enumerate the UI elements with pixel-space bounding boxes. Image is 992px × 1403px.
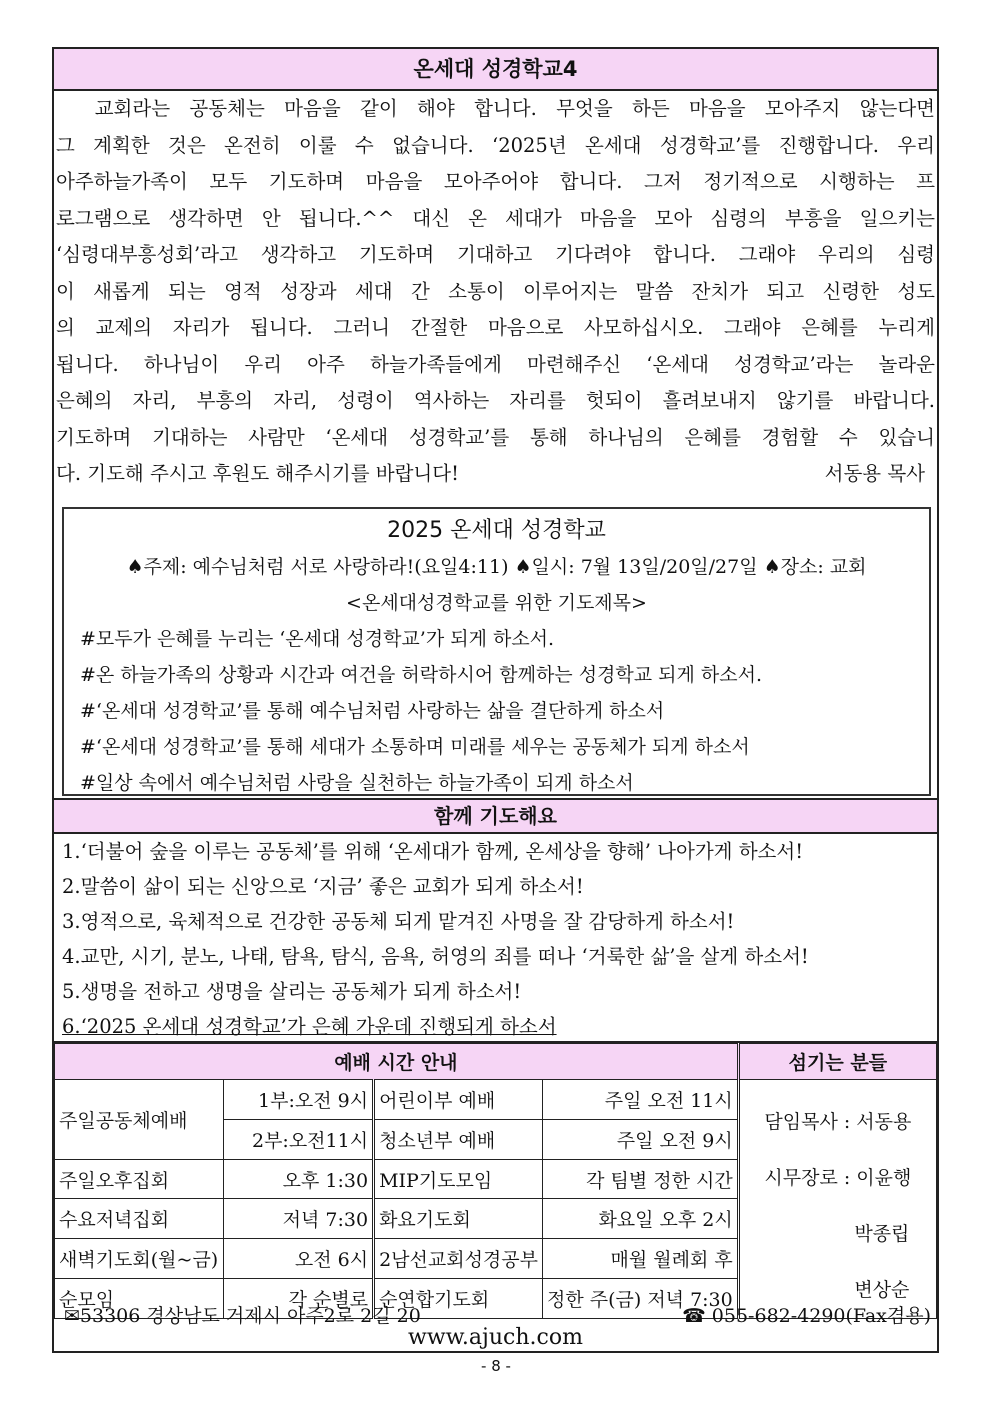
article-heading: 온세대 성경학교4 <box>54 49 937 89</box>
service-table <box>54 1043 937 1319</box>
footer-address: 53306 경상남도 거제시 아주2로 2길 20 <box>79 1305 421 1327</box>
server-name: 박종립 <box>854 1223 910 1245</box>
article-body <box>56 91 935 493</box>
service-time: 오후 1:30 <box>223 1159 373 1199</box>
vbs-prayer-item: #일상 속에서 예수님처럼 사랑을 실천하는 하늘가족이 되게 하소서 <box>80 772 634 794</box>
article-line: 은혜의 자리, 부흥의 자리, 성령이 역사하는 자리를 헛되이 흘려보내지 않기를 바랍니다. <box>56 389 935 412</box>
schedule-heading: 예배 시간 안내 <box>55 1044 739 1080</box>
prayer-item: 3.영적으로, 육체적으로 건강한 공동체 되게 맡겨진 사명을 잘 감당하게 하소서! <box>62 910 735 933</box>
postal-icon: ✉ <box>64 1305 80 1327</box>
server-name: 변상순 <box>854 1279 910 1301</box>
service-name: 순모임 <box>55 1279 224 1319</box>
table-row <box>55 1080 937 1120</box>
footer-contact <box>54 1301 937 1328</box>
prayer-item: 5.생명을 전하고 생명을 살리는 공동체가 되게 하소서! <box>62 980 522 1003</box>
service-name: 주일공동체예배 <box>55 1080 224 1160</box>
service-name: 순연합기도회 <box>374 1279 543 1319</box>
together-list <box>62 834 932 1044</box>
table-header-row <box>55 1044 937 1080</box>
vbs-prayer-title: <온세대성경학교를 위한 기도제목> <box>346 592 647 614</box>
footer-phone-wrap <box>682 1301 937 1328</box>
servers-cell <box>738 1080 936 1319</box>
footer-website[interactable]: www.ajuch.com <box>408 1325 583 1350</box>
service-name: 2남선교회성경공부 <box>374 1239 543 1279</box>
page-frame <box>52 47 939 1353</box>
vbs-box <box>62 507 931 796</box>
article-last-line <box>56 456 935 493</box>
service-time: 정한 주(금) 저녁 7:30 <box>543 1279 739 1319</box>
vbs-info: ♠주제: 예수님처럼 서로 사랑하라!(요일4:11) ♠일시: 7월 13일/20일/27일 ♠장소: 교회 <box>126 556 867 578</box>
article-line: 아주하늘가족이 모두 기도하며 마음을 모아주어야 합니다. 그저 정기적으로 시행하는 프 <box>56 170 935 193</box>
together-heading: 함께 기도해요 <box>54 800 937 832</box>
prayer-item: 1.‘더불어 숲을 이루는 공동체’를 위해 ‘온세대가 함께, 온세상을 향해’ 나아가게 하소서! <box>62 840 804 863</box>
footer-phone: 055-682-4290(Fax겸용) <box>711 1305 931 1327</box>
prayer-item: 6.‘2025 온세대 성경학교’가 은혜 가운데 진행되게 하소서 <box>62 1015 557 1038</box>
service-time: 매월 월례회 후 <box>543 1239 739 1279</box>
article-line: 됩니다. 하나님이 우리 아주 하늘가족들에게 마련해주신 ‘온세대 성경학교’라는 놀라운 <box>56 352 935 376</box>
service-time: 1부:오전 9시 <box>223 1080 373 1120</box>
service-name: 화요기도회 <box>374 1199 543 1239</box>
service-name: 새벽기도회(월~금) <box>55 1239 224 1279</box>
page-number: - 8 - <box>481 1357 511 1375</box>
server-name: 시무장로 : 이윤행 <box>764 1167 912 1189</box>
service-name: 주일오후집회 <box>55 1159 224 1199</box>
service-name: 어린이부 예배 <box>374 1080 543 1120</box>
article-author: 서동용 목사 <box>824 462 925 485</box>
server-name: 담임목사 : 서동용 <box>764 1111 912 1133</box>
footer-address-wrap <box>54 1301 421 1328</box>
service-time: 오전 6시 <box>223 1239 373 1279</box>
article-line: 교회라는 공동체는 마음을 같이 해야 합니다. 무엇을 하든 마음을 모아주지 않는다면 <box>56 97 935 120</box>
service-time: 화요일 오후 2시 <box>543 1199 739 1239</box>
article-line: 이 새롭게 되는 영적 성장과 세대 간 소통이 이루어지는 말씀 잔치가 되고 신령한 성도 <box>56 279 935 303</box>
article-line: 로그램으로 생각하면 안 됩니다.^^ 대신 온 세대가 마음을 모아 심령의 부흥을 일으키는 <box>56 206 935 230</box>
service-name: 청소년부 예배 <box>374 1119 543 1159</box>
article-line: 기도하며 기대하는 사람만 ‘온세대 성경학교’를 통해 하나님의 은혜를 경험할 수 있습니 <box>56 425 935 449</box>
service-time: 주일 오전 9시 <box>543 1119 739 1159</box>
prayer-item: 4.교만, 시기, 분노, 나태, 탐욕, 탐식, 음욕, 허영의 죄를 떠나 ‘거룩한 삶’을 살게 하소서! <box>62 945 809 968</box>
vbs-prayer-item: #‘온세대 성경학교’를 통해 예수님처럼 사랑하는 삶을 결단하게 하소서 <box>80 700 665 722</box>
vbs-prayer-item: #온 하늘가족의 상황과 시간과 여건을 허락하시어 함께하는 성경학교 되게 하소서. <box>80 664 762 686</box>
service-time: 주일 오전 11시 <box>543 1080 739 1120</box>
service-time: 저녁 7:30 <box>223 1199 373 1239</box>
vbs-title: 2025 온세대 성경학교 <box>387 518 606 543</box>
article-line: 의 교제의 자리가 됩니다. 그러니 간절한 마음으로 사모하십시오. 그래야 은혜를 누리게 <box>56 316 935 339</box>
phone-icon: ☎ <box>682 1305 712 1327</box>
article-line: ‘심령대부흥성회’라고 생각하고 기도하며 기대하고 기다려야 합니다. 그래야 우리의 심령 <box>56 243 935 266</box>
article-line: 그 계획한 것은 온전히 이룰 수 없습니다. ‘2025년 온세대 성경학교’를 진행합니다. 우리 <box>56 133 935 157</box>
prayer-item: 2.말씀이 삶이 되는 신앙으로 ‘지금’ 좋은 교회가 되게 하소서! <box>62 875 584 898</box>
servers-heading: 섬기는 분들 <box>738 1044 936 1080</box>
vbs-prayer-item: #‘온세대 성경학교’를 통해 세대가 소통하며 미래를 세우는 공동체가 되게 하소서 <box>80 736 750 758</box>
servers-list <box>740 1094 936 1318</box>
vbs-prayer-item: #모두가 은혜를 누리는 ‘온세대 성경학교’가 되게 하소서. <box>80 628 555 650</box>
service-name: MIP기도모임 <box>374 1159 543 1199</box>
service-name: 수요저녁집회 <box>55 1199 224 1239</box>
article-line: 다. 기도해 주시고 후원도 해주시기를 바랍니다! <box>56 462 459 485</box>
service-time: 각 팀별 정한 시간 <box>543 1159 739 1199</box>
service-time: 2부:오전11시 <box>223 1119 373 1159</box>
service-time: 각 순별로 <box>223 1279 373 1319</box>
